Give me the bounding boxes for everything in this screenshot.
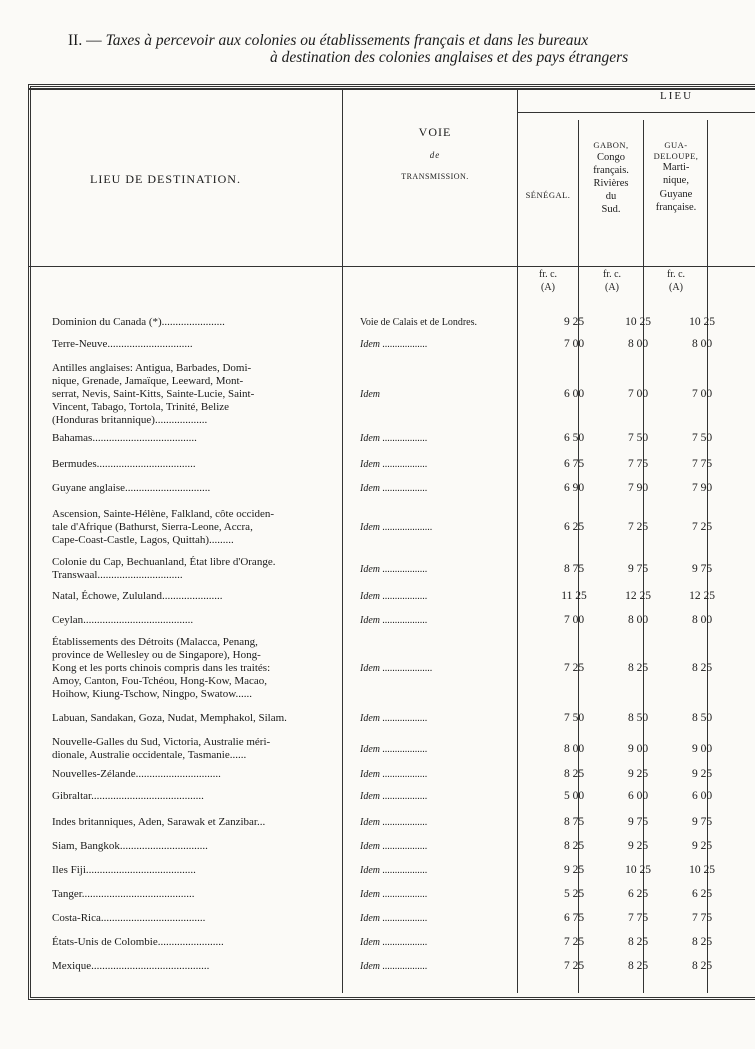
destination-line: États-Unis de Colombie........................ — [52, 936, 224, 948]
rate-value: 7 50 — [627, 432, 649, 444]
table-row — [52, 816, 752, 829]
table-row — [52, 912, 752, 925]
transmission-cell: Idem .................. — [360, 339, 428, 350]
rate-value: 12 25 — [689, 590, 715, 602]
destination-cell — [52, 636, 346, 701]
transmission-cell: Voie de Calais et de Londres. — [360, 317, 478, 328]
destination-line: Siam, Bangkok................................ — [52, 840, 208, 852]
table-row — [52, 736, 752, 762]
rate-value: 8 25 — [691, 936, 713, 948]
header-voie-de: de — [429, 150, 441, 160]
table-row — [52, 790, 752, 803]
transmission-cell: Idem .................. — [360, 889, 428, 900]
rate-value: 6 00 — [627, 790, 649, 802]
transmission-cell: Idem — [360, 389, 380, 400]
destination-cell — [52, 864, 346, 877]
table-row — [52, 432, 752, 445]
header-col-senegal: SÉNÉGAL. — [525, 190, 571, 200]
destination-line: Terre-Neuve............................... — [52, 338, 193, 350]
rate-value: 8 25 — [691, 662, 713, 674]
destination-line: Vincent, Tabago, Tortola, Trinité, Belize — [52, 401, 230, 413]
destination-line: Costa-Rica...................................... — [52, 912, 206, 924]
unit-label: fr. c. — [666, 269, 686, 280]
destination-line: Guyane anglaise............................... — [52, 482, 211, 494]
transmission-cell: Idem .................. — [360, 961, 428, 972]
rate-value: 9 25 — [627, 840, 649, 852]
rate-value: 9 25 — [627, 768, 649, 780]
destination-cell — [52, 590, 346, 603]
table-row — [52, 482, 752, 495]
destination-line: Transwaal............................... — [52, 569, 183, 581]
rate-value: 7 75 — [691, 458, 713, 470]
rate-value: 6 90 — [563, 482, 585, 494]
destination-line: serrat, Nevis, Saint-Kitts, Sainte-Lucie, Saint- — [52, 388, 255, 400]
transmission-cell: Idem .................. — [360, 563, 428, 575]
header-lieu: LIEU — [660, 90, 694, 102]
transmission-cell: Idem .................. — [360, 433, 428, 444]
header-destination: LIEU DE DESTINATION. — [90, 172, 241, 186]
rate-value: 7 25 — [627, 521, 649, 533]
header-line: GUA- — [664, 140, 688, 150]
rate-value: 5 25 — [563, 888, 585, 900]
destination-line: Ceylan........................................ — [52, 614, 194, 626]
transmission-cell: Idem .................. — [360, 743, 428, 755]
header-voie-title: VOIE — [418, 125, 452, 139]
destination-line: Cape-Coast-Castle, Lagos, Quittah)......... — [52, 534, 234, 546]
header-col-guadeloupe — [645, 140, 707, 214]
table-row — [52, 614, 752, 627]
header-line: Congo — [596, 151, 625, 163]
destination-line: Mexique........................................... — [52, 960, 210, 972]
rate-value: 10 25 — [625, 316, 651, 328]
destination-cell — [52, 790, 346, 803]
rate-value: 7 25 — [691, 521, 713, 533]
table-row — [52, 888, 752, 901]
header-line: Marti- — [662, 162, 690, 174]
rate-value: 8 00 — [627, 614, 649, 626]
rate-value: 7 75 — [627, 912, 649, 924]
rate-value: 11 25 — [561, 590, 587, 602]
transmission-cell: Idem .................. — [360, 937, 428, 948]
destination-line: Tanger......................................... — [52, 888, 195, 900]
transmission-cell: Idem .................. — [360, 817, 428, 828]
table-row — [52, 936, 752, 949]
transmission-cell: Idem .................. — [360, 791, 428, 802]
transmission-cell: Idem .................. — [360, 713, 428, 724]
rate-value: 5 00 — [563, 790, 585, 802]
section-number: II. — — [68, 32, 102, 49]
top-rule — [28, 88, 755, 90]
destination-line: Hoihow, Kiung-Tschow, Ningpo, Swatow...... — [52, 688, 252, 700]
transmission-cell: Idem .................. — [360, 483, 428, 494]
destination-line: Indes britanniques, Aden, Sarawak et Zanzibar... — [52, 816, 266, 828]
header-voie-transmission: TRANSMISSION. — [401, 172, 469, 181]
table-row — [52, 840, 752, 853]
table-row — [52, 362, 752, 427]
rate-value: 7 90 — [691, 482, 713, 494]
destination-cell — [52, 768, 346, 781]
rate-value: 8 00 — [691, 338, 713, 350]
rate-value: 7 00 — [627, 388, 649, 400]
destination-line: Établissements des Détroits (Malacca, Penang, — [52, 636, 258, 648]
destination-line: Antilles anglaises: Antigua, Barbades, Domi- — [52, 362, 252, 374]
transmission-cell: Idem .................... — [360, 522, 433, 533]
transmission-cell: Idem .................. — [360, 615, 428, 626]
rate-value: 8 25 — [627, 936, 649, 948]
destination-line: tale d'Afrique (Bathurst, Sierra-Leone, Accra, — [52, 521, 253, 533]
rate-value: 6 25 — [691, 888, 713, 900]
destination-line: Amoy, Canton, Fou-Tchéou, Hong-Kow, Macao, — [52, 675, 268, 687]
destination-line: Ascension, Sainte-Hélène, Falkland, côte occiden- — [52, 508, 275, 520]
table-row — [52, 712, 752, 725]
title-line-2: à destination des colonies anglaises et des pays étrangers — [270, 49, 629, 66]
transmission-cell: Idem .................. — [360, 459, 428, 470]
rate-value: 8 00 — [691, 614, 713, 626]
header-rule — [28, 266, 755, 267]
rate-value: 9 75 — [627, 562, 649, 575]
destination-line: Natal, Échowe, Zululand...................... — [52, 590, 223, 602]
rate-value: 7 25 — [563, 960, 585, 972]
table-row — [52, 338, 752, 351]
transmission-cell: Idem .................. — [360, 591, 428, 602]
destination-line: dionale, Australie occidentale, Tasmanie...... — [52, 749, 247, 761]
rate-value: 9 75 — [691, 816, 713, 828]
rate-value: 6 25 — [627, 888, 649, 900]
destination-cell — [52, 712, 346, 725]
rate-value: 8 25 — [563, 768, 585, 780]
rate-value: 9 25 — [691, 768, 713, 780]
table-row — [52, 458, 752, 471]
header-line: Guyane — [659, 188, 693, 200]
header-col-gabon — [580, 140, 642, 216]
rate-value: 10 25 — [689, 316, 715, 328]
rate-value: 9 25 — [563, 864, 585, 876]
unit-label: fr. c. — [602, 269, 622, 280]
rate-value: 8 50 — [627, 712, 649, 724]
transmission-cell: Idem .................. — [360, 841, 428, 852]
rate-value: 10 25 — [689, 864, 715, 876]
destination-line: Bahamas...................................... — [52, 432, 197, 444]
rate-value: 8 75 — [563, 562, 585, 575]
transmission-cell: Idem .................... — [360, 663, 433, 674]
transmission-cell: Idem .................. — [360, 865, 428, 876]
destination-line: (Honduras britannique)................... — [52, 414, 208, 426]
rate-value: 12 25 — [625, 590, 651, 602]
destination-cell — [52, 508, 346, 547]
header-line: Sud. — [601, 204, 621, 216]
page-title — [68, 32, 588, 50]
rate-value: 10 25 — [625, 864, 651, 876]
rate-value: 7 00 — [563, 614, 585, 626]
rate-value: 9 75 — [627, 816, 649, 828]
destination-cell — [52, 816, 346, 829]
rate-value: 8 25 — [563, 840, 585, 852]
table-row — [52, 316, 752, 329]
destination-line: Kong et les ports chinois compris dans les traités: — [52, 662, 271, 674]
rate-value: 8 25 — [627, 662, 649, 674]
transmission-cell: Idem .................. — [360, 769, 428, 780]
rate-value: 7 00 — [563, 338, 585, 350]
table-row — [52, 590, 752, 603]
destination-line: Nouvelles-Zélande............................... — [52, 768, 221, 780]
header-line: GABON, — [593, 140, 629, 150]
rate-value: 6 75 — [563, 912, 585, 924]
rate-value: 7 25 — [563, 662, 585, 674]
rate-value: 9 00 — [627, 742, 649, 755]
unit-note: (A) — [605, 282, 619, 293]
rate-value: 8 25 — [691, 960, 713, 972]
destination-cell — [52, 888, 346, 901]
table-row — [52, 768, 752, 781]
rate-value: 8 75 — [563, 816, 585, 828]
destination-cell — [52, 362, 346, 427]
destination-cell — [52, 936, 346, 949]
header-line: Rivières — [593, 177, 629, 189]
destination-cell — [52, 960, 346, 973]
unit-label: fr. c. — [538, 269, 558, 280]
unit-col-1 — [520, 268, 576, 294]
table-row — [52, 556, 752, 582]
rate-value: 9 75 — [691, 562, 713, 575]
destination-line: province de Wellesley ou de Singapore), Hong- — [52, 649, 261, 661]
unit-col-3 — [648, 268, 704, 294]
destination-line: Dominion du Canada (*)....................... — [52, 316, 225, 328]
destination-line: Nouvelle-Galles du Sud, Victoria, Australie méri- — [52, 736, 271, 748]
rate-value: 7 25 — [563, 936, 585, 948]
rate-value: 7 90 — [627, 482, 649, 494]
destination-cell — [52, 316, 346, 329]
header-line: nique, — [663, 175, 689, 187]
header-voie — [355, 125, 515, 181]
rate-value: 6 00 — [691, 790, 713, 802]
table-row — [52, 508, 752, 547]
destination-cell — [52, 338, 346, 351]
header-line: française. — [655, 201, 697, 213]
rate-value: 6 00 — [563, 388, 585, 400]
table-row — [52, 864, 752, 877]
destination-line: Gibraltar......................................... — [52, 790, 204, 802]
destination-line: Iles Fiji........................................ — [52, 864, 196, 876]
rate-value: 6 50 — [563, 432, 585, 444]
rate-value: 6 75 — [563, 458, 585, 470]
destination-cell — [52, 614, 346, 627]
destination-line: Labuan, Sandakan, Goza, Nudat, Memphakol, Silam. — [52, 712, 287, 724]
destination-line: nique, Grenade, Jamaïque, Leeward, Mont- — [52, 375, 244, 387]
transmission-cell: Idem .................. — [360, 913, 428, 924]
rate-value: 8 00 — [627, 338, 649, 350]
destination-cell — [52, 432, 346, 445]
destination-cell — [52, 556, 346, 582]
table-row — [52, 960, 752, 973]
rate-value: 8 25 — [627, 960, 649, 972]
destination-cell — [52, 458, 346, 471]
rate-value: 7 75 — [627, 458, 649, 470]
rate-value: 9 25 — [563, 316, 585, 328]
unit-col-2 — [584, 268, 640, 294]
destination-line: Colonie du Cap, Bechuanland, État libre d'Orange. — [52, 556, 276, 568]
rate-value: 7 50 — [563, 712, 585, 724]
rate-value: 7 00 — [691, 388, 713, 400]
rate-value: 7 75 — [691, 912, 713, 924]
title-line-1: Taxes à percevoir aux colonies ou établissements français et dans les bureaux — [105, 32, 589, 49]
header-line: français. — [593, 164, 629, 176]
unit-note: (A) — [669, 282, 683, 293]
lieu-rule — [517, 112, 755, 113]
unit-note: (A) — [541, 282, 555, 293]
rate-value: 6 25 — [563, 521, 585, 533]
rate-value: 9 25 — [691, 840, 713, 852]
rate-value: 8 00 — [563, 742, 585, 755]
table-row — [52, 636, 752, 701]
rate-value: 8 50 — [691, 712, 713, 724]
destination-line: Bermudes.................................... — [52, 458, 196, 470]
rate-value: 9 00 — [691, 742, 713, 755]
destination-cell — [52, 840, 346, 853]
destination-cell — [52, 912, 346, 925]
rate-value: 7 50 — [691, 432, 713, 444]
header-line: DELOUPE, — [653, 150, 699, 161]
header-line: du — [605, 191, 617, 202]
destination-cell — [52, 482, 346, 495]
destination-cell — [52, 736, 346, 762]
